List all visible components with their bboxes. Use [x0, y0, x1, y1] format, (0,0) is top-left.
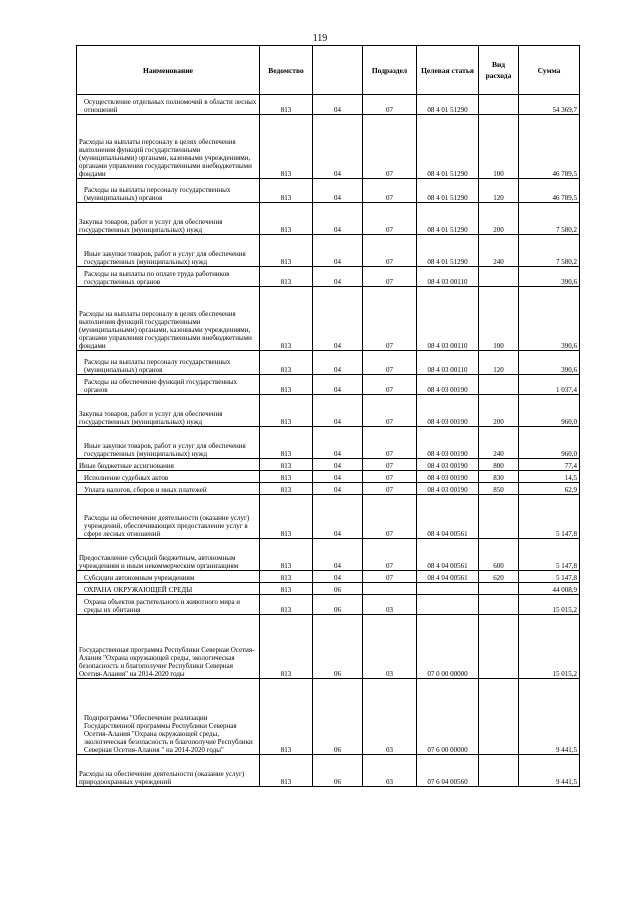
row-ministry: 813 [260, 179, 313, 203]
row-name: Иные бюджетные ассигнования [77, 459, 260, 471]
row-target: 08 4 04 00561 [417, 539, 479, 571]
row-section: 04 [313, 471, 363, 483]
row-target: 08 4 03 00190 [417, 375, 479, 395]
row-ministry: 813 [260, 483, 313, 495]
row-target: 08 4 03 00110 [417, 287, 479, 351]
row-ministry: 813 [260, 495, 313, 539]
row-subsection [363, 583, 417, 595]
header-target: Целевая статья [417, 46, 479, 95]
table-row [77, 203, 580, 235]
row-expense-type: 800 [479, 459, 519, 471]
row-ministry: 813 [260, 595, 313, 615]
row-subsection: 07 [363, 471, 417, 483]
table-row [77, 287, 580, 351]
header-name: Наименование [77, 46, 260, 95]
row-name: Расходы на выплаты персоналу в целях обеспечения выполнения функций государственными (муниципальными) органами, казенными учреждениями, органами управления государственными внебюджетными фондами [77, 287, 260, 351]
row-amount: 54 369,7 [519, 95, 580, 115]
row-name: Осуществление отдельных полномочий в области лесных отношений [77, 95, 260, 115]
row-section: 04 [313, 351, 363, 375]
row-expense-type: 100 [479, 287, 519, 351]
row-target: 08 4 01 51290 [417, 203, 479, 235]
row-section: 04 [313, 179, 363, 203]
row-expense-type [479, 267, 519, 287]
row-amount: 390,6 [519, 351, 580, 375]
row-amount: 46 789,5 [519, 179, 580, 203]
row-expense-type: 600 [479, 539, 519, 571]
row-target: 08 4 03 00190 [417, 471, 479, 483]
table-row [77, 571, 580, 583]
row-section: 04 [313, 375, 363, 395]
row-ministry: 813 [260, 351, 313, 375]
row-name: Государственная программа Республики Северная Осетия-Алания "Охрана окружающей среды, экологическая безопасность и благополучие Республики Северная Осетия-Алания" на 2014-2020 годы [77, 615, 260, 679]
row-name: Закупка товаров, работ и услуг для обеспечения государственных (муниципальных) нужд [77, 203, 260, 235]
header-expense-type: Вид расхода [479, 46, 519, 95]
row-target: 08 4 01 51290 [417, 95, 479, 115]
row-ministry: 813 [260, 427, 313, 459]
row-amount: 14,5 [519, 471, 580, 483]
row-name: Расходы на выплаты персоналу в целях обеспечения выполнения функций государственными (муниципальными) органами, казенными учреждениями, органами управления государственными внебюджетными фондами [77, 115, 260, 179]
header-amount: Сумма [519, 46, 580, 95]
row-expense-type: 120 [479, 179, 519, 203]
row-name: Охрана объектов растительного и животного мира и среды их обитания [77, 595, 260, 615]
row-section: 04 [313, 235, 363, 267]
table-row [77, 615, 580, 679]
row-subsection: 07 [363, 287, 417, 351]
table-row [77, 395, 580, 427]
row-subsection: 07 [363, 95, 417, 115]
table-row [77, 755, 580, 787]
row-ministry: 813 [260, 459, 313, 471]
row-amount: 390,6 [519, 267, 580, 287]
row-expense-type [479, 615, 519, 679]
row-name: Иные закупки товаров, работ и услуг для обеспечения государственных (муниципальных) нужд [77, 235, 260, 267]
row-section: 06 [313, 583, 363, 595]
row-name: Иные закупки товаров, работ и услуг для обеспечения государственных (муниципальных) нужд [77, 427, 260, 459]
row-section: 04 [313, 427, 363, 459]
row-expense-type [479, 375, 519, 395]
row-target: 08 4 01 51290 [417, 235, 479, 267]
row-name: Уплата налогов, сборов и иных платежей [77, 483, 260, 495]
row-section: 04 [313, 483, 363, 495]
row-expense-type: 100 [479, 115, 519, 179]
row-expense-type: 200 [479, 395, 519, 427]
table-row [77, 95, 580, 115]
table-row [77, 483, 580, 495]
row-name: Расходы на выплаты персоналу государственных (муниципальных) органов [77, 351, 260, 375]
row-target: 08 4 03 00190 [417, 427, 479, 459]
row-amount: 15 015,2 [519, 615, 580, 679]
row-section: 04 [313, 495, 363, 539]
row-section: 06 [313, 595, 363, 615]
row-ministry: 813 [260, 395, 313, 427]
row-section: 04 [313, 267, 363, 287]
row-section: 04 [313, 95, 363, 115]
row-amount: 7 580,2 [519, 235, 580, 267]
row-subsection: 07 [363, 267, 417, 287]
row-subsection: 03 [363, 595, 417, 615]
row-ministry: 813 [260, 267, 313, 287]
row-ministry: 813 [260, 95, 313, 115]
row-section: 04 [313, 203, 363, 235]
table-row [77, 679, 580, 755]
table-row [77, 427, 580, 459]
row-subsection: 07 [363, 427, 417, 459]
row-target: 08 4 01 51290 [417, 115, 479, 179]
row-subsection: 03 [363, 755, 417, 787]
table-row [77, 267, 580, 287]
row-ministry: 813 [260, 287, 313, 351]
row-target: 08 4 01 51290 [417, 179, 479, 203]
table-row [77, 583, 580, 595]
row-subsection: 07 [363, 203, 417, 235]
row-target: 08 4 04 00561 [417, 495, 479, 539]
row-expense-type: 850 [479, 483, 519, 495]
table-row [77, 539, 580, 571]
row-section: 06 [313, 615, 363, 679]
row-name: Субсидии автономным учреждениям [77, 571, 260, 583]
row-target: 08 4 03 00190 [417, 395, 479, 427]
row-subsection: 07 [363, 395, 417, 427]
row-ministry: 813 [260, 571, 313, 583]
row-amount: 9 441,5 [519, 755, 580, 787]
table-row [77, 179, 580, 203]
row-target: 08 4 03 00190 [417, 459, 479, 471]
row-target [417, 595, 479, 615]
row-section: 04 [313, 287, 363, 351]
row-amount: 5 147,8 [519, 539, 580, 571]
header-section [313, 46, 363, 95]
row-amount: 5 147,8 [519, 571, 580, 583]
row-expense-type [479, 495, 519, 539]
row-section: 06 [313, 679, 363, 755]
row-expense-type: 200 [479, 203, 519, 235]
table-row [77, 235, 580, 267]
row-ministry: 813 [260, 583, 313, 595]
row-subsection: 03 [363, 679, 417, 755]
table-row [77, 459, 580, 471]
row-target: 08 4 03 00110 [417, 267, 479, 287]
table-row [77, 351, 580, 375]
row-ministry: 813 [260, 235, 313, 267]
row-section: 06 [313, 755, 363, 787]
row-expense-type: 240 [479, 427, 519, 459]
row-expense-type [479, 583, 519, 595]
row-subsection: 07 [363, 351, 417, 375]
row-ministry: 813 [260, 615, 313, 679]
row-amount: 9 441,5 [519, 679, 580, 755]
row-name: Предоставление субсидий бюджетным, автономным учреждениям и иным некоммерческим организациям [77, 539, 260, 571]
row-section: 04 [313, 115, 363, 179]
row-target: 07 0 00 00000 [417, 615, 479, 679]
table-row [77, 115, 580, 179]
row-amount: 390,6 [519, 287, 580, 351]
row-ministry: 813 [260, 539, 313, 571]
row-amount: 77,4 [519, 459, 580, 471]
row-amount: 15 015,2 [519, 595, 580, 615]
row-expense-type: 240 [479, 235, 519, 267]
header-ministry: Ведомство [260, 46, 313, 95]
table-row [77, 595, 580, 615]
row-target [417, 583, 479, 595]
row-subsection: 07 [363, 571, 417, 583]
table-row [77, 471, 580, 483]
row-subsection: 07 [363, 539, 417, 571]
row-ministry: 813 [260, 115, 313, 179]
row-amount: 5 147,8 [519, 495, 580, 539]
row-ministry: 813 [260, 679, 313, 755]
row-expense-type [479, 595, 519, 615]
row-expense-type: 620 [479, 571, 519, 583]
row-section: 04 [313, 539, 363, 571]
row-amount: 44 008,9 [519, 583, 580, 595]
row-amount: 1 037,4 [519, 375, 580, 395]
row-subsection: 07 [363, 483, 417, 495]
row-amount: 960,0 [519, 395, 580, 427]
row-subsection: 07 [363, 179, 417, 203]
table-row [77, 495, 580, 539]
row-amount: 7 580,2 [519, 203, 580, 235]
row-subsection: 07 [363, 235, 417, 267]
budget-table [76, 45, 580, 787]
table-row [77, 375, 580, 395]
row-ministry: 813 [260, 471, 313, 483]
row-target: 07 6 04 00560 [417, 755, 479, 787]
row-ministry: 813 [260, 203, 313, 235]
page-number: 119 [312, 33, 328, 44]
row-target: 08 4 03 00110 [417, 351, 479, 375]
row-target: 08 4 04 00561 [417, 571, 479, 583]
row-name: Расходы на выплаты по оплате труда работников государственных органов [77, 267, 260, 287]
row-section: 04 [313, 459, 363, 471]
table-header-row [77, 46, 580, 95]
row-target: 07 6 00 00000 [417, 679, 479, 755]
row-expense-type [479, 679, 519, 755]
row-ministry: 813 [260, 755, 313, 787]
row-amount: 46 789,5 [519, 115, 580, 179]
row-name: Расходы на обеспечение функций государственных органов [77, 375, 260, 395]
row-name: Расходы на выплаты персоналу государственных (муниципальных) органов [77, 179, 260, 203]
row-subsection: 07 [363, 375, 417, 395]
row-expense-type [479, 95, 519, 115]
row-expense-type: 120 [479, 351, 519, 375]
row-ministry: 813 [260, 375, 313, 395]
row-name: Расходы на обеспечение деятельности (оказание услуг) учреждений, обеспечивающих предоставление услуг в сфере лесных отношений [77, 495, 260, 539]
row-subsection: 07 [363, 459, 417, 471]
row-section: 04 [313, 571, 363, 583]
row-amount: 960,0 [519, 427, 580, 459]
row-name: Расходы на обеспечение деятельности (оказание услуг) природоохранных учреждений [77, 755, 260, 787]
row-name: Исполнение судебных актов [77, 471, 260, 483]
row-subsection: 07 [363, 495, 417, 539]
row-target: 08 4 03 00190 [417, 483, 479, 495]
row-expense-type: 830 [479, 471, 519, 483]
row-subsection: 03 [363, 615, 417, 679]
row-name: ОХРАНА ОКРУЖАЮЩЕЙ СРЕДЫ [77, 583, 260, 595]
header-subsection: Подраздел [363, 46, 417, 95]
row-amount: 62,9 [519, 483, 580, 495]
row-subsection: 07 [363, 115, 417, 179]
row-section: 04 [313, 395, 363, 427]
row-expense-type [479, 755, 519, 787]
row-name: Подпрограмма "Обеспечение реализации Государственной программы Республики Северная Осетия-Алания "Охрана окружающей среды, экологическая безопасность и благополучие Республики Северная Осетия-Алания " на 2014-2020 годы" [77, 679, 260, 755]
row-name: Закупка товаров, работ и услуг для обеспечения государственных (муниципальных) нужд [77, 395, 260, 427]
